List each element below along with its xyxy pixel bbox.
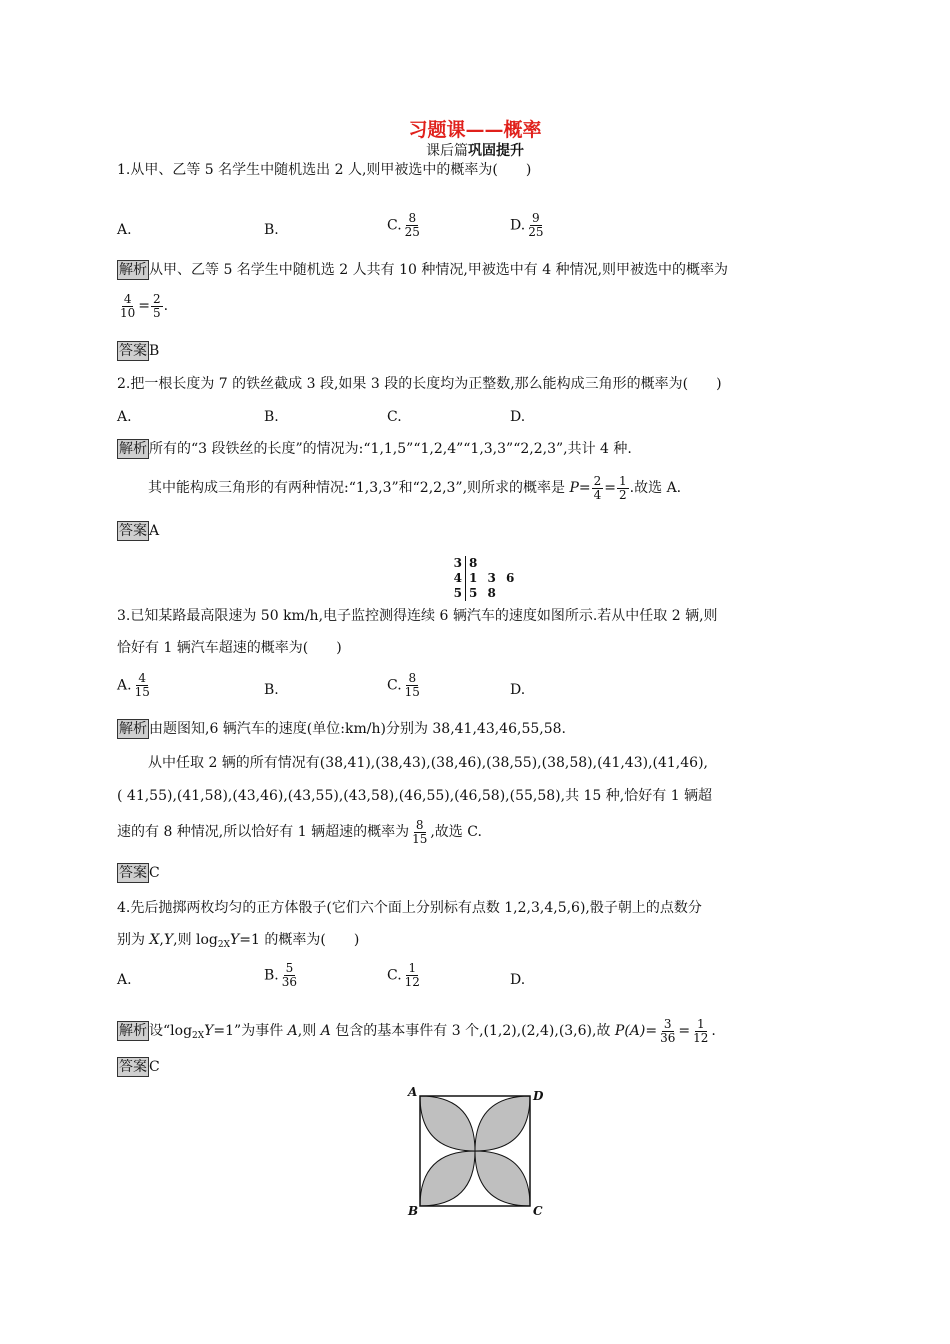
q1-option-c: C. $\frac{8}{25}$ [387,211,420,239]
vertex-label-c: C [533,1204,543,1217]
petal-square-figure [400,1082,550,1217]
q2-stem: 2.把一根长度为 7 的铁丝截成 3 段,如果 3 段的长度均为正整数,那么能构成三角形的概率为( ) [117,376,722,392]
stem-leaf-row: 3 8 [451,556,517,571]
stem-leaf-plot [451,556,517,601]
answer-label: 答案 [119,523,147,539]
q1-option-d: D. $\frac{9}{25}$ [510,211,544,239]
analysis-label: 解析 [119,262,147,278]
analysis-label: 解析 [119,1023,147,1039]
q4-option-b: B. $\frac{5}{36}$ [264,961,298,989]
q3-answer: 答案 C [119,865,160,881]
page-title: 习题课——概率 [408,119,542,141]
q2-option-a: A. [117,409,132,425]
q2-option-d: D. [510,409,526,425]
q3-stem-line1: 3.已知某路最高限速为 50 km/h,电子监控测得连续 6 辆汽车的速度如图所示.若从中任取 2 辆,则 [117,608,718,624]
q3-analysis-line3: ( 41,55),(41,58),(43,46),(43,55),(43,58),(46,55),(46,58),(55,58),共 15 种,恰好有 1 辆超 [117,788,713,804]
q2-analysis-line2: 其中能构成三角形的有两种情况:“1,3,3”和“2,2,3”,则所求的概率是 P= $\frac{2}{4}$ = $\frac{1}{2}$ .故选 A. [148,473,682,502]
q3-stem-line2: 恰好有 1 辆汽车超速的概率为( ) [117,640,342,656]
answer-label: 答案 [119,1059,147,1075]
q1-analysis-formula: $\frac{4}{10}$ = $\frac{2}{5}$ . [120,291,169,320]
q4-analysis: 解析 设“$\log_{2X}Y=1$”为事件 A,则 A 包含的基本事件有 3 个,(1,2),(2,4),(3,6),故 P(A)= $\frac{3}{36}$ = $\frac{1}{12}$ . [119,1016,716,1045]
q2-answer: 答案 A [119,523,160,539]
page-subtitle [0,141,950,161]
q3-option-d: D. [510,682,526,698]
subtitle-bold: 巩固提升 [468,143,524,159]
petal-lower-right [475,1151,530,1206]
fraction: $\frac{8}{25}$ [404,211,420,239]
q1-stem: 1.从甲、乙等 5 名学生中随机选出 2 人,则甲被选中的概率为( ) [117,162,532,178]
q2-option-c: C. [387,409,402,425]
q3-analysis-line4: 速的有 8 种情况,所以恰好有 1 辆超速的概率为 $\frac{8}{15}$ ,故选 C. [117,817,482,846]
fraction: $\frac{9}{25}$ [528,211,544,239]
q4-option-c: C. $\frac{1}{12}$ [387,961,420,989]
answer-label: 答案 [119,343,147,359]
q1-option-a: A. [117,222,132,238]
q1-option-b: B. [264,222,279,238]
q2-analysis: 解析 所有的“3 段铁丝的长度”的情况为:“1,1,5”“1,2,4”“1,3,3”“2,2,3”,共计 4 种. [119,441,632,457]
q3-option-c: C. $\frac{8}{15}$ [387,671,420,699]
q1-analysis: 解析 从甲、乙等 5 名学生中随机选 2 人共有 10 种情况,甲被选中有 4 种情况,则甲被选中的概率为 [119,262,729,278]
petal-lower-left [420,1151,475,1206]
q3-option-a: A. $\frac{4}{15}$ [117,671,150,699]
q3-analysis: 解析 由题图知,6 辆汽车的速度(单位:km/h)分别为 38,41,43,46,55,58. [119,721,566,737]
stem-leaf-row: 4 1 3 6 [451,571,517,586]
q3-analysis-line2: 从中任取 2 辆的所有情况有(38,41),(38,43),(38,46),(38,55),(38,58),(41,43),(41,46), [148,755,708,771]
q1-answer: 答案 B [119,343,160,359]
petal-upper-right [475,1096,530,1151]
analysis-label: 解析 [119,441,147,457]
vertex-label-a: A [408,1085,418,1099]
q4-option-a: A. [117,972,132,988]
q3-option-b: B. [264,682,279,698]
vertex-label-d: D [533,1089,544,1103]
analysis-label: 解析 [119,721,147,737]
q4-option-d: D. [510,972,526,988]
q4-answer: 答案 C [119,1059,160,1075]
q2-option-b: B. [264,409,279,425]
vertex-label-b: B [408,1204,419,1217]
subtitle-prefix: 课后篇 [426,143,468,159]
q4-stem-line2: 别为 X,Y,则 $\log_{2X}Y=1$ 的概率为( ) [117,932,360,950]
q4-stem-line1: 4.先后抛掷两枚均匀的正方体骰子(它们六个面上分别标有点数 1,2,3,4,5,6),骰子朝上的点数分 [117,900,702,916]
answer-label: 答案 [119,865,147,881]
petal-upper-left [420,1096,475,1151]
stem-leaf-row: 5 5 8 [451,586,517,601]
